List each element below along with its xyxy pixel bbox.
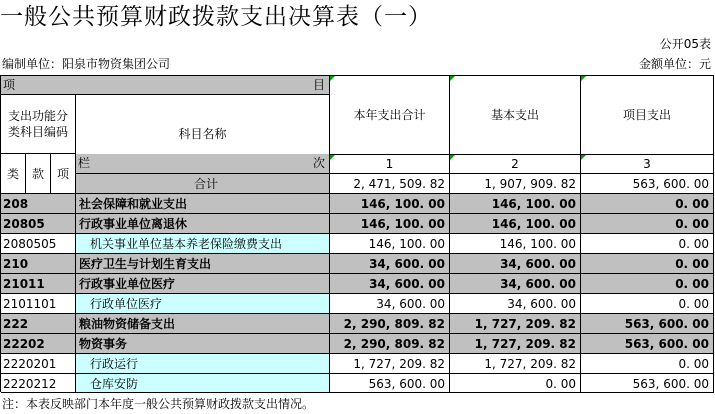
- row-project: 0. 00: [581, 254, 714, 274]
- report-number: 公开05表: [659, 37, 711, 51]
- row-name: 机关事业单位基本养老保险缴费支出: [76, 234, 330, 254]
- row-project: 0. 00: [581, 214, 714, 234]
- row-basic: 0. 00: [450, 374, 581, 393]
- row-name: 行政事业单位离退休: [76, 214, 330, 234]
- header-lan-ci: [76, 154, 330, 174]
- header-project: [581, 76, 714, 155]
- row-total: 146, 100. 00: [330, 234, 450, 254]
- total-row-label: [76, 174, 330, 194]
- row-name: 粮油物资储备支出: [76, 314, 330, 334]
- compiling-unit: 编制单位：阳泉市物资集团公司: [2, 57, 171, 71]
- row-code: 20805: [1, 214, 76, 234]
- row-total: 34, 600. 00: [330, 274, 450, 294]
- row-total: 2, 290, 809. 82: [330, 334, 450, 354]
- total-row-project: 563, 600. 00: [581, 174, 714, 194]
- row-name: 医疗卫生与计划生育支出: [76, 254, 330, 274]
- row-name: 行政运行: [76, 354, 330, 374]
- header-kuan: 款: [26, 154, 51, 194]
- column-number-2: 2: [450, 155, 581, 174]
- header-xiang-mu: [1, 76, 330, 95]
- total-row-label-text: 合计: [194, 177, 219, 191]
- row-basic: 146, 100. 00: [450, 214, 581, 234]
- row-name: 物资事务: [76, 334, 330, 354]
- row-basic: 1, 727, 209. 82: [450, 354, 581, 374]
- row-basic: 1, 727, 209. 82: [450, 314, 581, 334]
- row-code: 21011: [1, 274, 76, 294]
- row-project: 563, 600. 00: [581, 314, 714, 334]
- row-code: 22202: [1, 334, 76, 354]
- total-row-basic: 1, 907, 909. 82: [450, 174, 581, 194]
- row-total: 34, 600. 00: [330, 254, 450, 274]
- row-total: 34, 600. 00: [330, 294, 450, 314]
- row-project: 0. 00: [581, 194, 714, 214]
- column-number-1: 1: [330, 155, 450, 174]
- row-total: 1, 727, 209. 82: [330, 354, 450, 374]
- column-number-3: 3: [581, 155, 714, 174]
- row-total: 146, 100. 00: [330, 214, 450, 234]
- row-project: 563, 600. 00: [581, 334, 714, 354]
- header-function-code-label: 支出功能分类科目编码: [7, 109, 68, 139]
- report-title: 一般公共预算财政拨款支出决算表（一）: [0, 4, 432, 30]
- amount-unit: 金额单位：元: [638, 57, 711, 71]
- row-basic: 146, 100. 00: [450, 234, 581, 254]
- row-project: 0. 00: [581, 294, 714, 314]
- header-xiang: 项: [3, 78, 16, 92]
- row-basic: 1, 727, 209. 82: [450, 334, 581, 354]
- row-code: 210: [1, 254, 76, 274]
- row-basic: 34, 600. 00: [450, 294, 581, 314]
- header-ci: 次: [312, 156, 325, 170]
- header-lan: 栏: [78, 156, 91, 170]
- row-code: 2220212: [1, 374, 76, 393]
- header-function-code: [1, 95, 76, 154]
- row-code: 208: [1, 194, 76, 214]
- row-name: 社会保障和就业支出: [76, 194, 330, 214]
- row-total: 563, 600. 00: [330, 374, 450, 393]
- header-basic: [450, 76, 581, 155]
- row-name: 行政单位医疗: [76, 294, 330, 314]
- header-basic-label: 基本支出: [490, 108, 539, 122]
- row-total: 2, 290, 809. 82: [330, 314, 450, 334]
- row-basic: 146, 100. 00: [450, 194, 581, 214]
- total-row-total: 2, 471, 509. 82: [330, 174, 450, 194]
- header-total-label: 本年支出合计: [353, 108, 426, 122]
- row-name: 行政事业单位医疗: [76, 274, 330, 294]
- row-basic: 34, 600. 00: [450, 254, 581, 274]
- expenditure-table: [0, 75, 714, 392]
- header-mu: 目: [312, 78, 325, 92]
- row-code: 222: [1, 314, 76, 334]
- row-basic: 34, 600. 00: [450, 274, 581, 294]
- row-project: 0. 00: [581, 234, 714, 254]
- row-project: 563, 600. 00: [581, 374, 714, 393]
- row-code: 2080505: [1, 234, 76, 254]
- header-xiang2: 项: [51, 154, 76, 194]
- row-project: 0. 00: [581, 274, 714, 294]
- header-project-label: 项目支出: [622, 108, 671, 122]
- header-total: [330, 76, 450, 155]
- row-code: 2220201: [1, 354, 76, 374]
- row-total: 146, 100. 00: [330, 194, 450, 214]
- row-name: 仓库安防: [76, 374, 330, 393]
- header-subject-name: 科目名称: [76, 95, 330, 174]
- header-lei: 类: [1, 154, 26, 194]
- row-code: 2101101: [1, 294, 76, 314]
- table-footnote: 注：本表反映部门本年度一般公共预算财政拨款支出情况。: [2, 397, 315, 411]
- row-project: 0. 00: [581, 354, 714, 374]
